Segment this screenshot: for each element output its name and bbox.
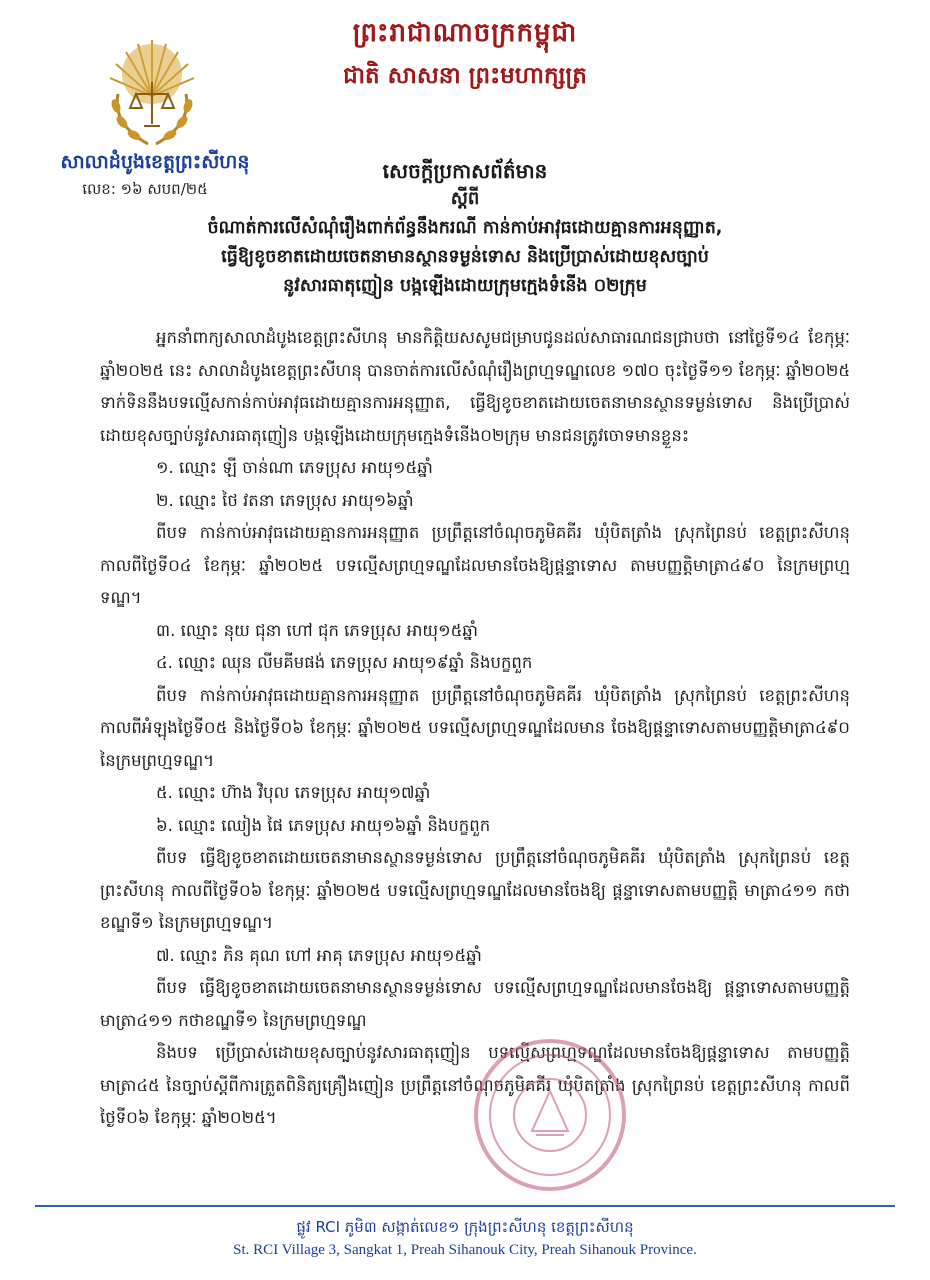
charge-paragraph: ពីបទ កាន់កាប់អាវុធដោយគ្មានការអនុញ្ញាត ប្រព្រឹត្តនៅចំណុចភូមិគគីរ ឃុំបិតត្រាំង ស្រុកព្រៃនប់ ខេត្តព្រះសីហនុ កាលពីថ្ងៃទី០៤ ខែកុម្ភៈ ឆ្នាំ២០២៥ បទល្មើសព្រហ្មទណ្ឌដែលមានចែងឱ្យផ្តន្ទាទោស តាមបញ្ញត្តិមាត្រា៤៩០ នៃក្រមព្រហ្មទណ្ឌ។ — [100, 523, 850, 607]
document-about: ស្តីពី — [450, 188, 480, 209]
reference-number: លេខ: ១៦ សបព/២៥ — [82, 180, 208, 198]
charge-paragraph: ពីបទ ធ្វើឱ្យខូចខាតដោយចេតនាមានស្ថានទម្ងន់ទោស ប្រព្រឹត្តនៅចំណុចភូមិគគីរ ឃុំបិតត្រាំង ស្រុកព្រៃនប់ ខេត្តព្រះសីហនុ កាលពីថ្ងៃទី០៦ ខែកុម្ភៈ ឆ្នាំ២០២៥ បទល្មើសព្រហ្មទណ្ឌដែលមានចែងឱ្យ ផ្តន្ទាទោសតាមបញ្ញត្តិ មាត្រា៤១១ កថាខណ្ឌទី១ នៃក្រមព្រហ្មទណ្ឌ។ — [100, 848, 850, 932]
defendant-item: ៧. ឈ្មោះ ភិន គុណ ហៅ អាគុ ភេទប្រុស អាយុ១៥ឆ្នាំ — [156, 945, 482, 965]
intro-paragraph: អ្នកនាំពាក្យសាលាដំបូងខេត្តព្រះសីហនុ មានកិត្តិយសសូមជម្រាបជូនដល់សាធារណជនជ្រាបថា នៅថ្ងៃទី១៤ ខែកុម្ភៈ ឆ្នាំ២០២៥ នេះ សាលាដំបូងខេត្តព្រះសីហនុ បានចាត់ការលើសំណុំរឿងព្រហ្មទណ្ឌលេខ ១៧០ ចុះថ្ងៃទី១១ ខែកុម្ភៈ ឆ្នាំ២០២៥ ទាក់ទិននឹងបទល្មើសកាន់កាប់អាវុធដោយគ្មានការអនុញ្ញាត, ធ្វើឱ្យខូចខាតដោយចេតនាមានស្ថានទម្ងន់ទោស និងប្រើប្រាស់ដោយខុសច្បាប់នូវសារធាតុញៀន បង្កឡើងដោយក្រុមក្មេងទំនើង០២ក្រុម មានជនត្រូវចោទមានខ្លួនះ — [100, 328, 850, 445]
subject-line: ចំណាត់ការលើសំណុំរឿងពាក់ព័ន្ធនឹងករណី កាន់កាប់អាវុធដោយគ្មានការអនុញ្ញាត, — [207, 218, 723, 238]
defendant-item: ៤. ឈ្មោះ ឈុន លីមគីមផង់ ភេទប្រុស អាយុ១៩ឆ្នាំ និងបក្ខពួក — [156, 653, 533, 672]
national-motto: ជាតិ សាសនា ព្រះមហាក្សត្រ — [343, 63, 587, 89]
defendant-item: ៥. ឈ្មោះ ហ៊ាង វិបុល ភេទប្រុស អាយុ១៧ឆ្នាំ — [156, 783, 431, 802]
defendant-item: ១. ឈ្មោះ ឡី ចាន់ណា ភេទប្រុស អាយុ១៥ឆ្នាំ — [156, 458, 433, 477]
court-name: សាលាដំបូងខេត្តព្រះសីហនុ — [60, 151, 250, 173]
document-body — [100, 322, 850, 1135]
court-seal-stamp-icon — [470, 1035, 630, 1195]
court-emblem-icon — [98, 34, 206, 152]
document-title: សេចក្តីប្រកាសព័ត៌មាន — [382, 159, 548, 183]
document-subject — [60, 214, 870, 301]
charge-paragraph: និងបទ ប្រើប្រាស់ដោយខុសច្បាប់នូវសារធាតុញៀន បទល្មើសព្រហ្មទណ្ឌដែលមានចែងឱ្យផ្តន្ទាទោស តាមបញ្ញត្តិ មាត្រា៤៥ នៃច្បាប់ស្តីពីការត្រួតពិនិត្យគ្រឿងញៀន ប្រព្រឹត្តនៅចំណុចភូមិគគីរ ឃុំបិតត្រាំង ស្រុកព្រៃនប់ ខេត្តព្រះសីហនុ កាលពីថ្ងៃទី០៦ ខែកុម្ភៈ ឆ្នាំ២០២៥។ — [100, 1043, 850, 1127]
defendant-item: ២. ឈ្មោះ ថៃ វតនា ភេទប្រុស អាយុ១៦ឆ្នាំ — [156, 490, 414, 510]
footer-address-khmer: ផ្លូវ RCI ភូមិ៣ សង្កាត់លេខ១ ក្រុងព្រះសីហនុ ខេត្តព្រះសីហនុ — [296, 1218, 634, 1236]
subject-line: នូវសារធាតុញៀន បង្កឡើងដោយក្រុមក្មេងទំនើង ០២ក្រុម — [283, 276, 647, 296]
charge-paragraph: ពីបទ ធ្វើឱ្យខូចខាតដោយចេតនាមានស្ថានទម្ងន់ទោស បទល្មើសព្រហ្មទណ្ឌដែលមានចែងឱ្យ ផ្តន្ទាទោសតាមបញ្ញត្តិមាត្រា៤១១ កថាខណ្ឌទី១ នៃក្រមព្រហ្មទណ្ឌ — [100, 978, 850, 1030]
charge-paragraph: ពីបទ កាន់កាប់អាវុធដោយគ្មានការអនុញ្ញាត ប្រព្រឹត្តនៅចំណុចភូមិគគីរ ឃុំបិតត្រាំង ស្រុកព្រៃនប់ ខេត្តព្រះសីហនុ កាលពីអំឡុងថ្ងៃទី០៥ និងថ្ងៃទី០៦ ខែកុម្ភៈ ឆ្នាំ២០២៥ បទល្មើសព្រហ្មទណ្ឌដែលមាន ចែងឱ្យផ្តន្ទាទោសតាមបញ្ញត្តិមាត្រា៤៩០ នៃក្រមព្រហ្មទណ្ឌ។ — [100, 685, 850, 770]
subject-line: ធ្វើឱ្យខូចខាតដោយចេតនាមានស្ថានទម្ងន់ទោស និងប្រើប្រាស់ដោយខុសច្បាប់ — [221, 247, 709, 267]
defendant-item: ៦. ឈ្មោះ ឈៀង ផៃ ភេទប្រុស អាយុ១៦ឆ្នាំ និងបក្ខពួក — [156, 815, 491, 835]
defendant-item: ៣. ឈ្មោះ នុយ ជុនា ហៅ ជុក ភេទប្រុស អាយុ១៥ឆ្នាំ — [156, 620, 479, 640]
footer-divider — [35, 1205, 895, 1207]
footer-address-english: St. RCI Village 3, Sangkat 1, Preah Sihanouk City, Preah Sihanouk Province. — [233, 1242, 697, 1258]
kingdom-title: ព្រះរាជាណាចក្រកម្ពុជា — [352, 18, 578, 48]
